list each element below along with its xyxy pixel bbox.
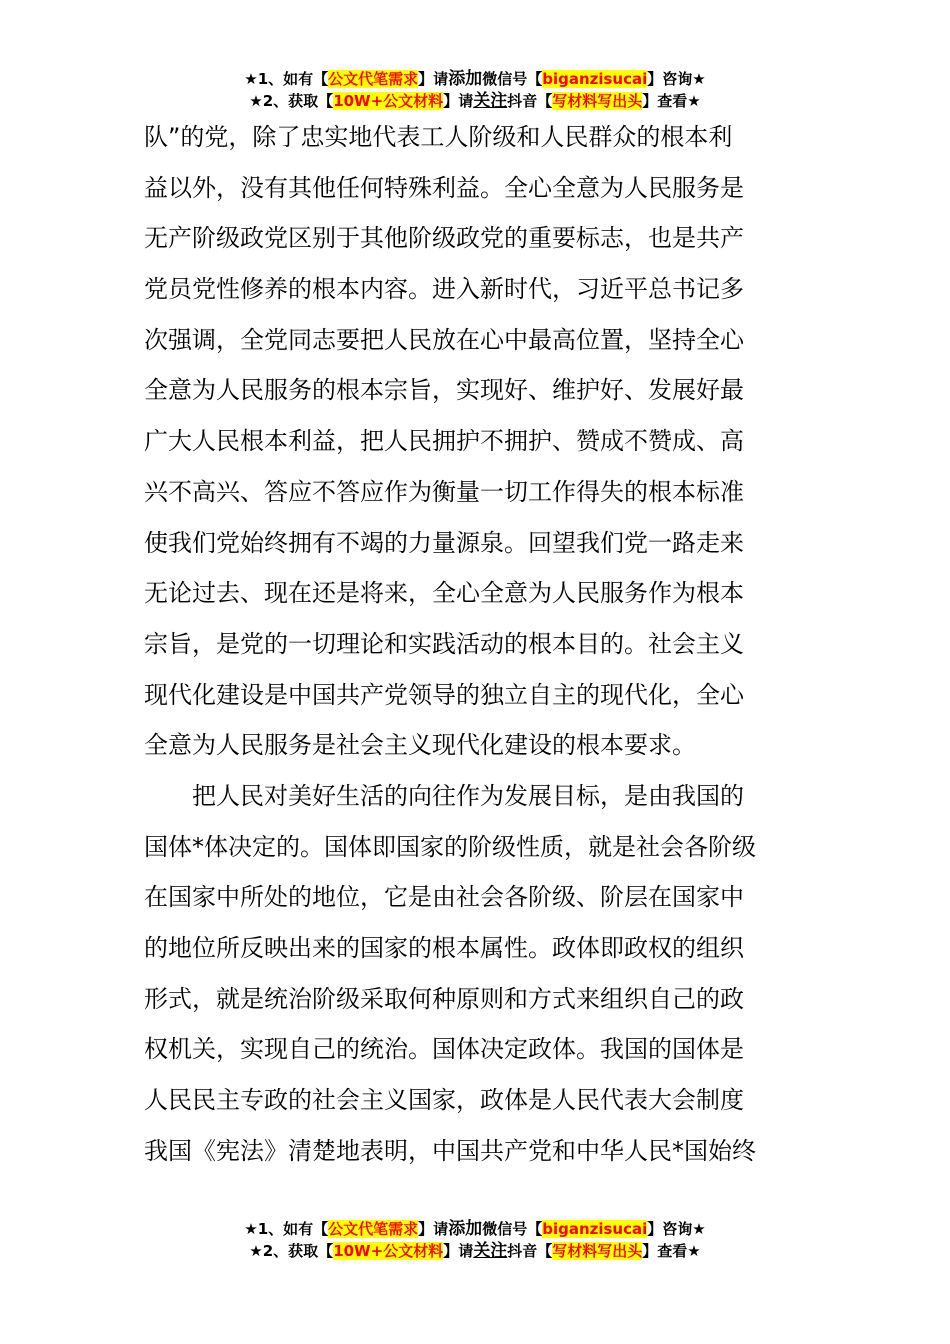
text-line: 兴不高兴、答应不答应作为衡量一切工作得失的根本标准 [144, 477, 744, 506]
banner-line-2 [0, 90, 950, 112]
text-line: 的地位所反映出来的国家的根本属性。政体即政权的组织 [144, 934, 744, 962]
document-body [144, 112, 808, 1176]
text-line: 宗旨，是党的一切理论和实践活动的根本目的。社会主义 [144, 629, 744, 658]
text-line: 权机关，实现自己的统治。国体决定政体。我国的国体是 [144, 1035, 744, 1064]
text-line: 形式，就是统治阶级采取何种原则和方式来组织自己的政 [144, 984, 744, 1013]
banner-text: 微信号【 [482, 70, 543, 88]
banner-text: 抖音【 [507, 92, 553, 110]
banner-text: 】查看★ [642, 1242, 701, 1260]
banner-text: 】咨询★ [647, 1220, 706, 1238]
highlight-service: 公文代笔需求 [328, 70, 419, 88]
banner-text: 】请 [418, 1220, 449, 1238]
banner-emphasis: 添加 [448, 69, 483, 89]
text-line: 国体*体决定的。国体即国家的阶级性质，就是社会各阶级 [144, 832, 756, 861]
banner-text: ★2、获取【 [249, 92, 334, 110]
text-line: 使我们党始终拥有不竭的力量源泉。回望我们党一路走来 [144, 528, 744, 557]
banner-emphasis: 添加 [448, 1219, 483, 1239]
highlight-materials: 10W+公文材料 [333, 92, 444, 110]
text-line: 人民民主专政的社会主义国家，政体是人民代表大会制度 [144, 1086, 744, 1115]
banner-text: 】请 [418, 70, 449, 88]
banner-text: ★2、获取【 [249, 1242, 334, 1260]
banner-line-1 [0, 68, 950, 90]
banner-text: ★1、如有【 [244, 1220, 329, 1238]
banner-line-1 [0, 1218, 950, 1240]
highlight-wechat-id: biganzisucai [542, 1220, 648, 1238]
text-line: 无论过去、现在还是将来，全心全意为人民服务作为根本 [144, 579, 744, 608]
text-line: 全意为人民服务是社会主义现代化建设的根本要求。 [144, 731, 696, 760]
text-line: 现代化建设是中国共产党领导的独立自主的现代化，全心 [144, 680, 744, 709]
banner-text: 】查看★ [642, 92, 701, 110]
text-line: 无产阶级政党区别于其他阶级政党的重要标志，也是共产 [144, 224, 744, 253]
highlight-wechat-id: biganzisucai [542, 70, 648, 88]
paragraph-start-line: 把人民对美好生活的向往作为发展目标，是由我国的 [192, 781, 744, 810]
text-line: 队”的党，除了忠实地代表工人阶级和人民群众的根本利 [144, 123, 733, 151]
header-banner [0, 68, 950, 112]
text-line: 在国家中所处的地位，它是由社会各阶级、阶层在国家中 [144, 883, 744, 912]
banner-line-2 [0, 1240, 950, 1262]
banner-emphasis: 关注 [473, 1241, 508, 1261]
footer-banner [0, 1218, 950, 1262]
highlight-materials: 10W+公文材料 [333, 1242, 444, 1260]
banner-text: 】咨询★ [647, 70, 706, 88]
highlight-service: 公文代笔需求 [328, 1220, 419, 1238]
text-line: 次强调，全党同志要把人民放在心中最高位置，坚持全心 [144, 325, 744, 354]
text-line: 党员党性修养的根本内容。进入新时代，习近平总书记多 [144, 275, 744, 304]
highlight-douyin: 写材料写出头 [552, 1242, 643, 1260]
banner-text: 抖音【 [507, 1242, 553, 1260]
text-line: 我国《宪法》清楚地表明，中国共产党和中华人民*国始终 [144, 1136, 756, 1165]
banner-text: 】请 [443, 92, 474, 110]
banner-text: 】请 [443, 1242, 474, 1260]
text-line: 全意为人民服务的根本宗旨，实现好、维护好、发展好最 [144, 376, 744, 405]
banner-text: ★1、如有【 [244, 70, 329, 88]
banner-text: 微信号【 [482, 1220, 543, 1238]
banner-emphasis: 关注 [473, 91, 508, 111]
text-line: 广大人民根本利益，把人民拥护不拥护、赞成不赞成、高 [144, 427, 744, 456]
highlight-douyin: 写材料写出头 [552, 92, 643, 110]
text-line: 益以外，没有其他任何特殊利益。全心全意为人民服务是 [144, 173, 744, 202]
